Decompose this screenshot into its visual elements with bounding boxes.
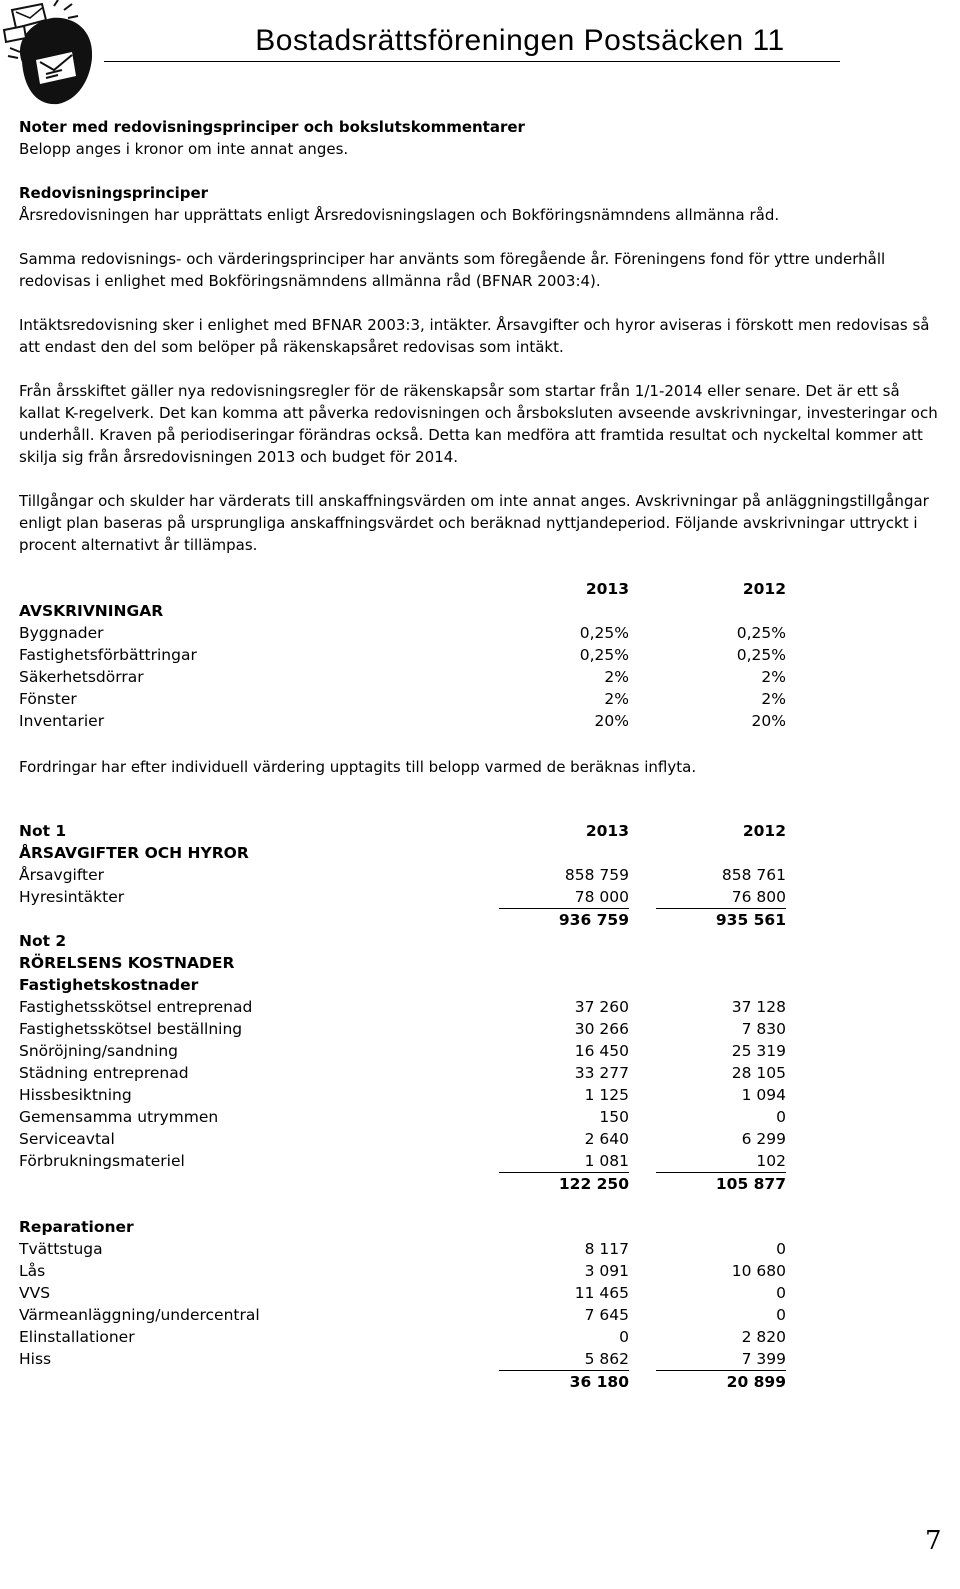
- value-2012: 858 761: [721, 866, 786, 884]
- value-2013: 11 465: [574, 1284, 629, 1302]
- table-row: [19, 1018, 799, 1040]
- mailbag-logo-icon: [2, 0, 100, 110]
- table-row: [19, 710, 799, 732]
- value-2012: 0: [776, 1108, 786, 1126]
- repairs-heading: Reparationer: [19, 1218, 134, 1236]
- value-2012: 0: [776, 1240, 786, 1258]
- note-2-header-row: [19, 930, 799, 952]
- total-2013: 122 250: [499, 1172, 629, 1194]
- total-row: [19, 1370, 799, 1392]
- value-2013: 5 862: [584, 1350, 629, 1368]
- value-2012: 102: [756, 1152, 786, 1170]
- receivables-note: Fordringar har efter individuell värdering upptagits till belopp varmed de beräknas inflyta.: [19, 758, 697, 776]
- value-2012: 2%: [761, 668, 786, 686]
- row-label: Snöröjning/sandning: [19, 1042, 179, 1060]
- row-label: Byggnader: [19, 624, 104, 642]
- row-label: Värmeanläggning/undercentral: [19, 1306, 260, 1324]
- table-row: [19, 666, 799, 688]
- subsection-heading: [19, 1216, 799, 1238]
- note-2-heading: RÖRELSENS KOSTNADER: [19, 954, 235, 972]
- value-2013: 8 117: [584, 1240, 629, 1258]
- row-label: Säkerhetsdörrar: [19, 668, 144, 686]
- document-title: Bostadsrättsföreningen Postsäcken 11: [255, 24, 785, 57]
- row-label: Hiss: [19, 1350, 52, 1368]
- table-row: [19, 1084, 799, 1106]
- value-2013: 0: [619, 1328, 629, 1346]
- principles-paragraph-3: Intäktsredovisning sker i enlighet med BFNAR 2003:3, intäkter. Årsavgifter och hyror aviseras i förskott men redovisas så att endast den del som belöper på räkenskapsåret redovisas som intäkt.: [19, 316, 930, 356]
- value-2013: 2%: [604, 668, 629, 686]
- row-label: Serviceavtal: [19, 1130, 115, 1148]
- value-2013: 16 450: [574, 1042, 629, 1060]
- value-2013: 0,25%: [579, 646, 629, 664]
- notes-heading: Noter med redovisningsprinciper och bokslutskommentarer: [19, 118, 525, 136]
- note-2-label: Not 2: [19, 932, 67, 950]
- table-row: [19, 1348, 799, 1370]
- row-label: Årsavgifter: [19, 866, 105, 884]
- subsection-heading: [19, 974, 799, 996]
- table-section-heading: [19, 842, 799, 864]
- table-row: [19, 886, 799, 908]
- table-row: [19, 1040, 799, 1062]
- table-section-heading: [19, 600, 799, 622]
- value-2012: 1 094: [741, 1086, 786, 1104]
- value-2013: 150: [599, 1108, 629, 1126]
- year-2013-header: 2013: [585, 822, 629, 840]
- property-costs-heading: Fastighetskostnader: [19, 976, 199, 994]
- table-row: [19, 1326, 799, 1348]
- row-label: Fastighetsskötsel beställning: [19, 1020, 243, 1038]
- table-row: [19, 1150, 799, 1172]
- intro-section: [19, 116, 944, 160]
- value-2012: 0,25%: [736, 624, 786, 642]
- title-underline: [104, 61, 840, 62]
- table-row: [19, 1238, 799, 1260]
- value-2013: 7 645: [584, 1306, 629, 1324]
- value-2012: 7 399: [741, 1350, 786, 1368]
- table-row: [19, 1128, 799, 1150]
- table-row: [19, 622, 799, 644]
- total-2013: 936 759: [499, 908, 629, 930]
- row-label: Fastighetsförbättringar: [19, 646, 197, 664]
- principles-paragraph-2: Samma redovisnings- och värderingsprinciper har använts som föregående år. Föreningens fond för yttre underhåll redovisas i enlighet med Bokföringsnämndens allmänna råd (BFNAR 2003:4).: [19, 250, 886, 290]
- value-2013: 20%: [594, 712, 629, 730]
- table-row: [19, 1260, 799, 1282]
- spacer-row: [19, 1194, 799, 1216]
- value-2013: 1 125: [584, 1086, 629, 1104]
- value-2013: 78 000: [574, 888, 629, 906]
- year-2012-header: 2012: [742, 822, 786, 840]
- notes-subtitle: Belopp anges i kronor om inte annat anges.: [19, 140, 349, 158]
- row-label: Fastighetsskötsel entreprenad: [19, 998, 253, 1016]
- total-2012: 20 899: [656, 1370, 786, 1392]
- principles-paragraph-4: Från årsskiftet gäller nya redovisningsregler för de räkenskapsår som startar från 1/1-2014 eller senare. Det är ett så kallat K-regelverk. Det kan komma att påverka redovisningen och årsboksluten avseende avskrivningar, investeringar och underhåll. Kraven på periodiseringar förändras också. Detta kan medföra att framtida resultat och nyckeltal kommer att skilja sig från årsredovisningen 2013 och budget för 2014.: [19, 382, 938, 466]
- row-label: Hissbesiktning: [19, 1086, 132, 1104]
- principles-section: [19, 182, 944, 226]
- row-label: Inventarier: [19, 712, 105, 730]
- table-row: [19, 644, 799, 666]
- note-1-heading: ÅRSAVGIFTER OCH HYROR: [19, 844, 249, 862]
- value-2012: 10 680: [731, 1262, 786, 1280]
- row-label: Elinstallationer: [19, 1328, 135, 1346]
- value-2013: 2%: [604, 690, 629, 708]
- year-2012-header: 2012: [742, 580, 786, 598]
- note-1-header-row: [19, 820, 799, 842]
- total-2013: 36 180: [499, 1370, 629, 1392]
- value-2012: 0,25%: [736, 646, 786, 664]
- row-label: Hyresintäkter: [19, 888, 125, 906]
- value-2013: 2 640: [584, 1130, 629, 1148]
- value-2013: 37 260: [574, 998, 629, 1016]
- table-row: [19, 1304, 799, 1326]
- row-label: Tvättstuga: [19, 1240, 103, 1258]
- value-2012: 6 299: [741, 1130, 786, 1148]
- total-row: [19, 908, 799, 930]
- table-row: [19, 864, 799, 886]
- row-label: Lås: [19, 1262, 46, 1280]
- value-2012: 2%: [761, 690, 786, 708]
- value-2012: 25 319: [731, 1042, 786, 1060]
- row-label: Fönster: [19, 690, 77, 708]
- table-section-heading: [19, 952, 799, 974]
- row-label: Förbrukningsmateriel: [19, 1152, 185, 1170]
- table-row: [19, 1106, 799, 1128]
- value-2013: 3 091: [584, 1262, 629, 1280]
- value-2012: 20%: [751, 712, 786, 730]
- value-2012: 37 128: [731, 998, 786, 1016]
- value-2012: 0: [776, 1306, 786, 1324]
- principles-paragraph-5: Tillgångar och skulder har värderats till anskaffningsvärden om inte annat anges. Avskrivningar på anläggningstillgångar enligt plan baseras på ursprungliga anskaffningsvärdet och beräknad nyttjandeperiod. Följande avskrivningar uttryckt i procent alternativt år tillämpas.: [19, 492, 929, 554]
- table-row: [19, 1282, 799, 1304]
- value-2012: 28 105: [731, 1064, 786, 1082]
- note-1-table: [19, 820, 799, 930]
- value-2012: 7 830: [741, 1020, 786, 1038]
- total-row: [19, 1172, 799, 1194]
- principles-paragraph-1: Årsredovisningen har upprättats enligt Årsredovisningslagen och Bokföringsnämndens allmänna råd.: [19, 206, 780, 224]
- row-label: Städning entreprenad: [19, 1064, 189, 1082]
- value-2012: 76 800: [731, 888, 786, 906]
- table-row: [19, 996, 799, 1018]
- note-1-label: Not 1: [19, 822, 67, 840]
- value-2013: 30 266: [574, 1020, 629, 1038]
- table-row: [19, 688, 799, 710]
- total-2012: 105 877: [656, 1172, 786, 1194]
- principles-heading: Redovisningsprinciper: [19, 184, 209, 202]
- value-2013: 858 759: [564, 866, 629, 884]
- page-number: 7: [925, 1526, 942, 1556]
- total-2012: 935 561: [656, 908, 786, 930]
- note-2-table: [19, 930, 799, 1392]
- depreciation-heading: AVSKRIVNINGAR: [19, 602, 164, 620]
- year-2013-header: 2013: [585, 580, 629, 598]
- depreciation-table: [19, 578, 799, 732]
- table-header-row: [19, 578, 799, 600]
- value-2013: 33 277: [574, 1064, 629, 1082]
- value-2013: 1 081: [584, 1152, 629, 1170]
- value-2013: 0,25%: [579, 624, 629, 642]
- value-2012: 0: [776, 1284, 786, 1302]
- value-2012: 2 820: [741, 1328, 786, 1346]
- row-label: Gemensamma utrymmen: [19, 1108, 219, 1126]
- row-label: VVS: [19, 1284, 51, 1302]
- table-row: [19, 1062, 799, 1084]
